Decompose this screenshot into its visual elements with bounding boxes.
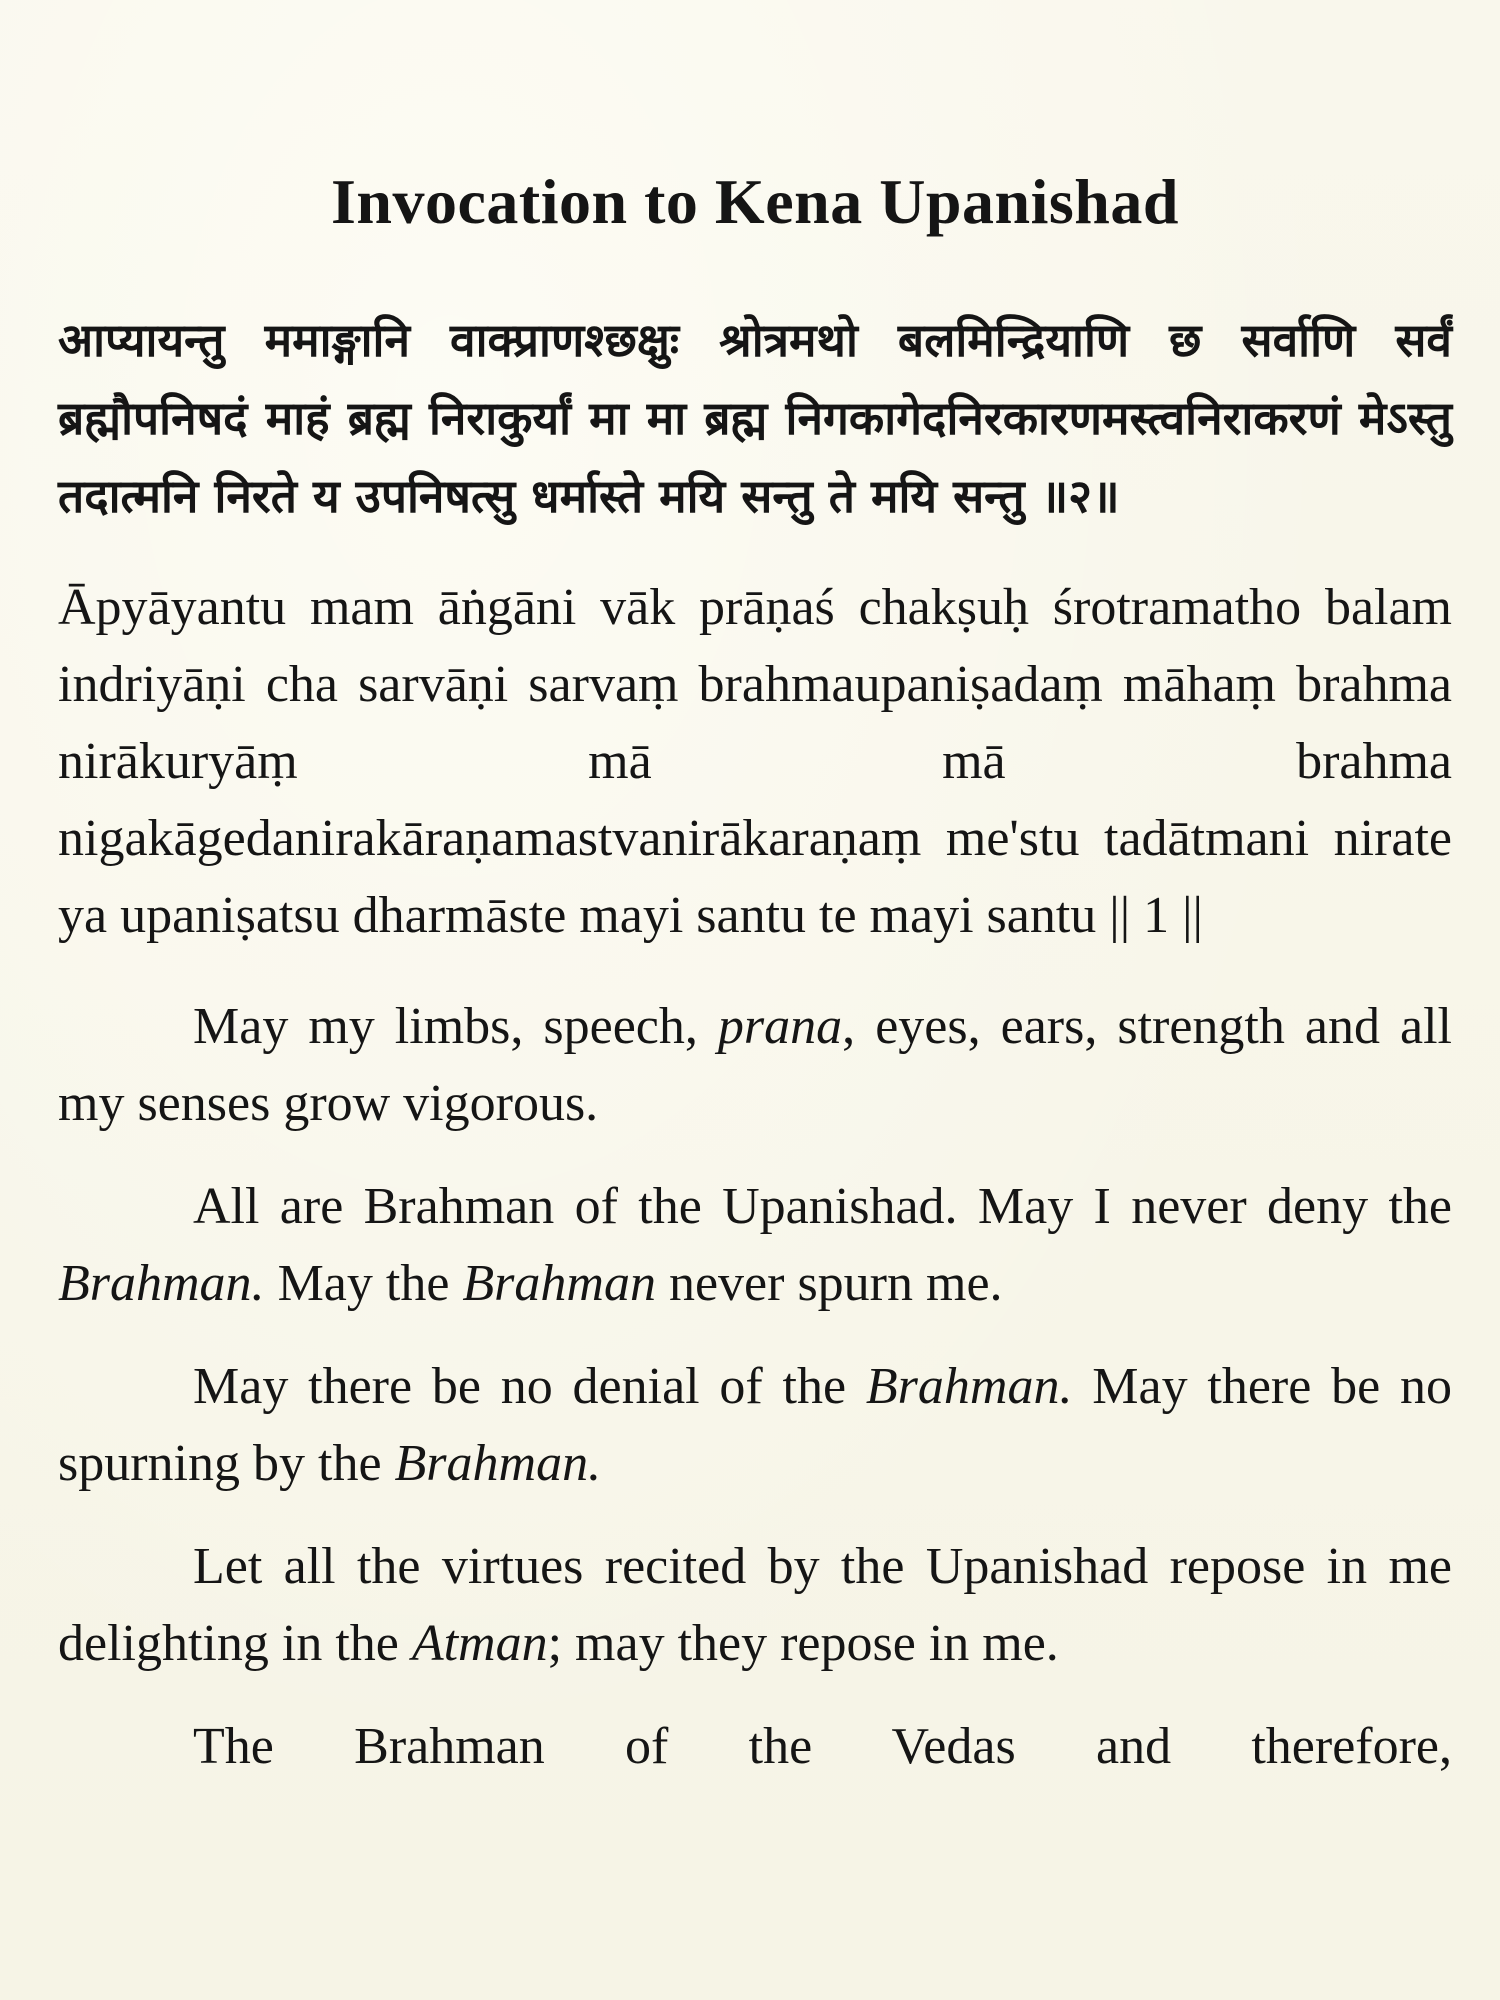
paragraph-text: never spurn me. bbox=[655, 1255, 1003, 1312]
paragraph-text: ; may they repose in me. bbox=[547, 1615, 1059, 1672]
translation-paragraph-3 bbox=[58, 1348, 1452, 1502]
paragraph-text: May there be no denial of the bbox=[193, 1358, 866, 1415]
translation-paragraph-5: The Brahman of the Vedas and therefore, bbox=[193, 1718, 1452, 1775]
italic-term: Brahman. bbox=[865, 1358, 1073, 1415]
italic-term: Atman bbox=[411, 1615, 548, 1672]
translation-paragraph-2 bbox=[58, 1168, 1452, 1322]
paragraph-text: All are Brahman of the Upanishad. May I never deny the bbox=[193, 1178, 1452, 1235]
sanskrit-verse: आप्यायन्तु ममाङ्गानि वाक्प्राणश्छक्षुः श्रोत्रमथो बलमिन्द्रियाणि छ सर्वाणि सर्वं ब्रह्मौपनिषदं माहं ब्रह्म निराकुर्यां मा मा ब्रह्म निगकागेदनिरकारणमस्त्वनिराकरणं मेऽस्तु तदात्मनि निरते य उपनिषत्सु धर्मास्ते मयि सन्तु ते मयि सन्तु ॥२॥ bbox=[58, 313, 1452, 523]
paragraph-text: May there be no spurning by the bbox=[58, 1358, 1453, 1492]
transliteration-paragraph: Āpyāyantu mam āṅgāni vāk prāṇaś chakṣuḥ śrotramatho balam indriyāṇi cha sarvāṇi sarvaṃ brahmaupaniṣadaṃ māhaṃ brahma nirākuryāṃ mā mā brahma nigakāgedanirakāraṇamastvanirākaraṇaṃ me'stu tadātmani nirate ya upaniṣatsu dharmāste mayi santu te mayi santu || 1 || bbox=[58, 579, 1452, 944]
translation-paragraph-4 bbox=[58, 1528, 1452, 1682]
paragraph-text: May the bbox=[264, 1255, 463, 1312]
italic-term: Brahman. bbox=[58, 1255, 265, 1312]
translation-paragraph-1 bbox=[58, 988, 1452, 1142]
italic-term: Brahman bbox=[462, 1255, 656, 1312]
paragraph-text: Let all the virtues recited by the Upanishad repose in me delighting in the bbox=[58, 1538, 1452, 1672]
page-title: Invocation to Kena Upanishad bbox=[331, 166, 1179, 237]
italic-term: Brahman. bbox=[394, 1435, 602, 1492]
paragraph-text: , eyes, ears, strength and all my senses grow vigorous. bbox=[58, 998, 1452, 1132]
italic-term: prana bbox=[717, 998, 843, 1055]
paragraph-text: May my limbs, speech, bbox=[193, 998, 718, 1055]
